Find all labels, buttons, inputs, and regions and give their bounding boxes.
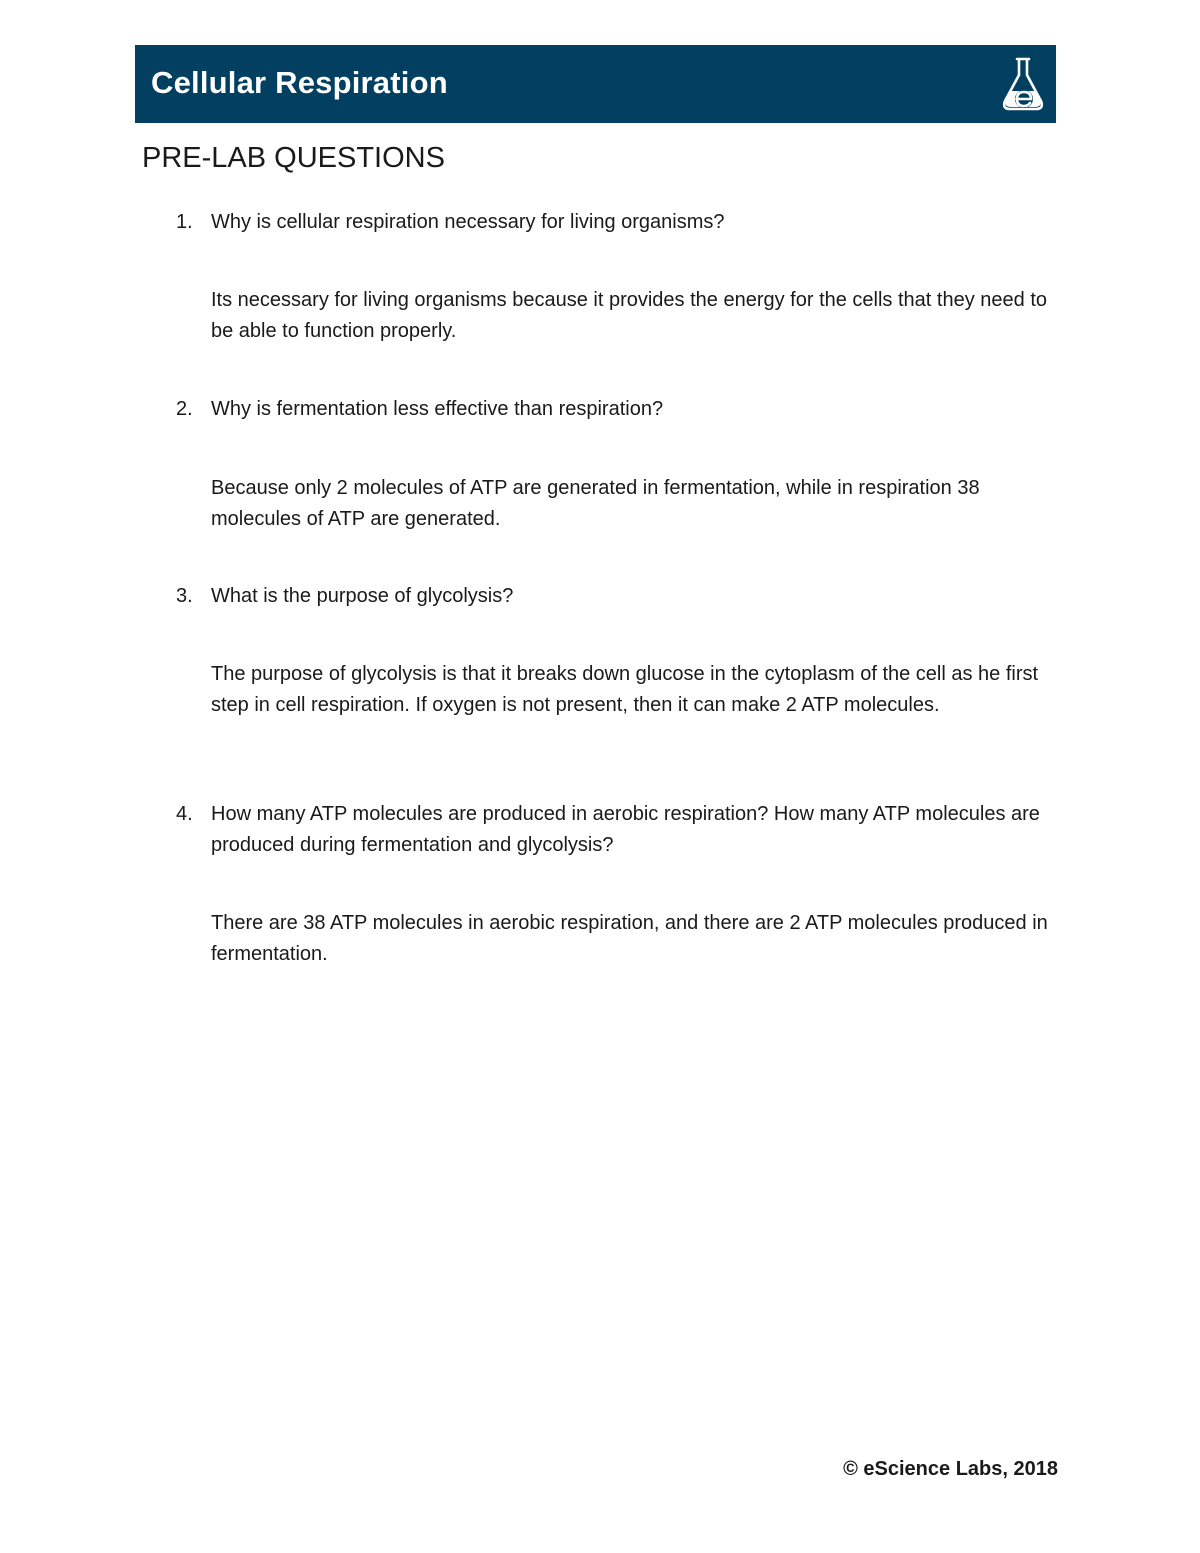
copyright-footer: © eScience Labs, 2018 [843,1458,1058,1480]
flask-e-logo-icon [1000,55,1046,113]
section-heading: PRE-LAB QUESTIONS [142,142,445,174]
question-text: How many ATP molecules are produced in aerobic respiration? How many ATP molecules are produced during fermentation and glycolysis? [211,803,1040,856]
header-bar [135,45,1056,123]
question-number: 2. [176,398,193,420]
question-text: Why is fermentation less effective than respiration? [211,398,664,420]
answer-text: The purpose of glycolysis is that it breaks down glucose in the cytoplasm of the cell as he first step in cell respiration. If oxygen is not present, then it can make 2 ATP molecules. [211,663,1039,716]
question-text: What is the purpose of glycolysis? [211,585,514,607]
question-number: 4. [176,803,193,825]
answer-text: Because only 2 molecules of ATP are generated in fermentation, while in respiration 38 molecules of ATP are generated. [211,477,980,530]
answer-text: There are 38 ATP molecules in aerobic respiration, and there are 2 ATP molecules produced in fermentation. [211,912,1048,965]
question-number: 3. [176,585,193,607]
question-text: Why is cellular respiration necessary for living organisms? [211,211,725,233]
answer-text: Its necessary for living organisms because it provides the energy for the cells that they need to be able to function properly. [211,289,1047,342]
question-number: 1. [176,211,193,233]
page-title: Cellular Respiration [151,65,448,100]
